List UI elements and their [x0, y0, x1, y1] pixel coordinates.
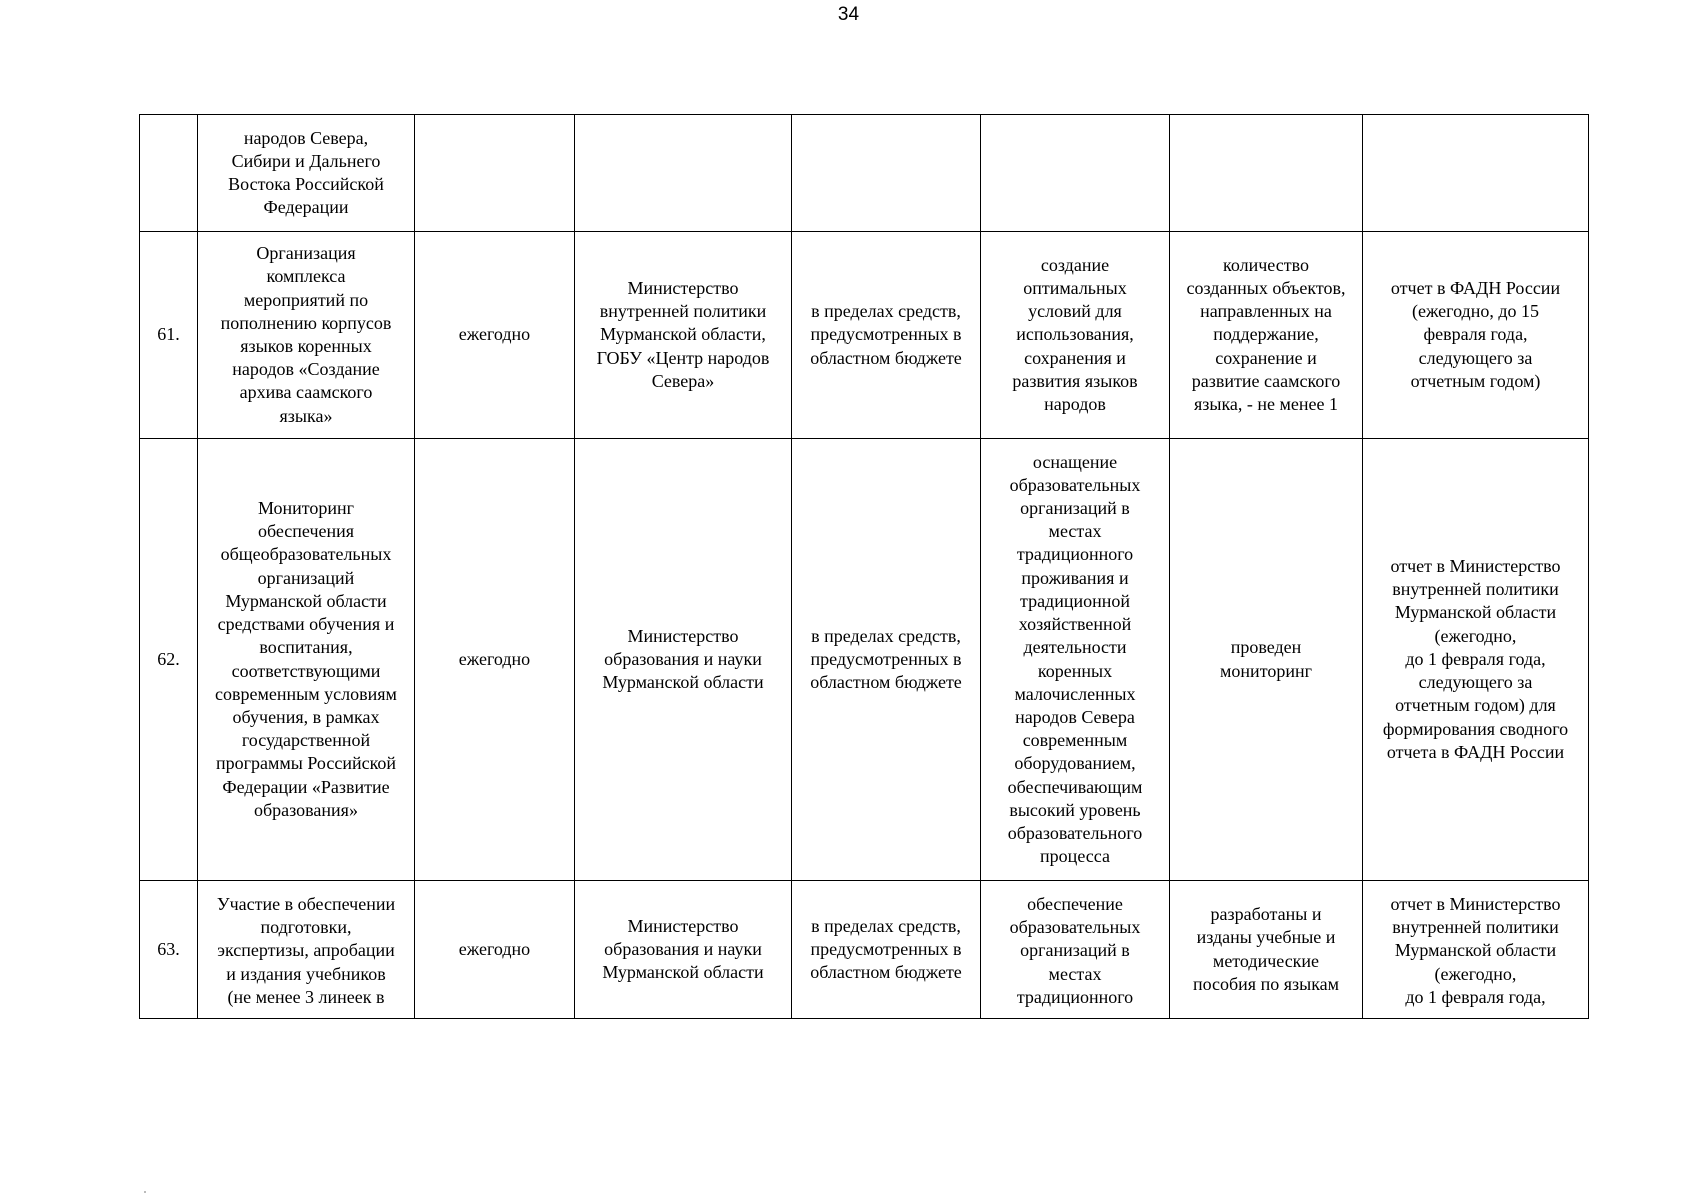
financing-cell [792, 115, 981, 232]
measures-table [139, 114, 1589, 1019]
result-cell: оснащение образовательных организаций в местах традиционного проживания и традиционной хозяйственной деятельности коренных малочисленных народов Севера современным оборудованием, обеспечивающим высокий уровень образовательного процесса [981, 439, 1170, 881]
row-number-cell: 62. [140, 439, 198, 881]
indicator-cell [1170, 115, 1363, 232]
table-row [140, 439, 1589, 881]
measure-name-cell: народов Севера, Сибири и Дальнего Востока Российской Федерации [198, 115, 415, 232]
report-cell [1363, 115, 1589, 232]
row-number-cell [140, 115, 198, 232]
report-cell: отчет в Министерство внутренней политики Мурманской области (ежегодно, до 1 февраля года, следующего за отчетным годом) для формирования сводного отчета в ФАДН России [1363, 439, 1589, 881]
term-cell: ежегодно [415, 881, 575, 1019]
indicator-cell: разработаны и изданы учебные и методические пособия по языкам [1170, 881, 1363, 1019]
measure-name-cell: Участие в обеспечении подготовки, экспертизы, апробации и издания учебников (не менее 3 линеек в [198, 881, 415, 1019]
report-cell: отчет в ФАДН России (ежегодно, до 15 февраля года, следующего за отчетным годом) [1363, 232, 1589, 439]
table-row [140, 881, 1589, 1019]
financing-cell: в пределах средств, предусмотренных в областном бюджете [792, 881, 981, 1019]
executor-cell: Министерство внутренней политики Мурманской области, ГОБУ «Центр народов Севера» [575, 232, 792, 439]
table-row [140, 232, 1589, 439]
row-number-cell: 63. [140, 881, 198, 1019]
executor-cell [575, 115, 792, 232]
result-cell: создание оптимальных условий для использования, сохранения и развития языков народов [981, 232, 1170, 439]
measure-name-cell: Организация комплекса мероприятий по пополнению корпусов языков коренных народов «Создание архива саамского языка» [198, 232, 415, 439]
result-cell: обеспечение образовательных организаций в местах традиционного [981, 881, 1170, 1019]
measure-name-cell: Мониторинг обеспечения общеобразовательных организаций Мурманской области средствами обучения и воспитания, соответствующими современным условиям обучения, в рамках государственной программы Российской Федерации «Развитие образования» [198, 439, 415, 881]
scan-artifact [144, 1191, 146, 1193]
term-cell: ежегодно [415, 232, 575, 439]
result-cell [981, 115, 1170, 232]
indicator-cell: количество созданных объектов, направленных на поддержание, сохранение и развитие саамского языка, - не менее 1 [1170, 232, 1363, 439]
indicator-cell: проведен мониторинг [1170, 439, 1363, 881]
table-row [140, 115, 1589, 232]
row-number-cell: 61. [140, 232, 198, 439]
page-number: 34 [837, 4, 860, 25]
executor-cell: Министерство образования и науки Мурманской области [575, 881, 792, 1019]
report-cell: отчет в Министерство внутренней политики Мурманской области (ежегодно, до 1 февраля года, [1363, 881, 1589, 1019]
term-cell: ежегодно [415, 439, 575, 881]
executor-cell: Министерство образования и науки Мурманской области [575, 439, 792, 881]
financing-cell: в пределах средств, предусмотренных в областном бюджете [792, 439, 981, 881]
term-cell [415, 115, 575, 232]
financing-cell: в пределах средств, предусмотренных в областном бюджете [792, 232, 981, 439]
